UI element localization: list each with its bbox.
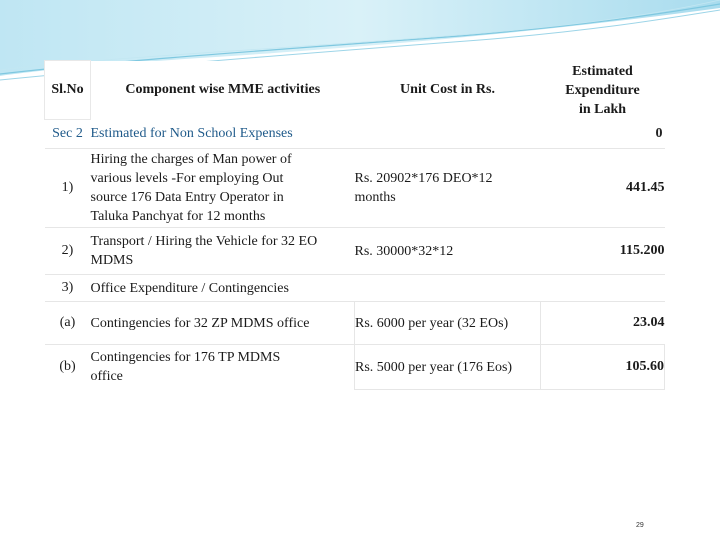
row-component-line: Contingencies for 32 ZP MDMS office [90, 315, 310, 331]
header-expenditure [541, 61, 665, 120]
header-unit-cost: Unit Cost in Rs. [355, 61, 541, 120]
section-amount: 0 [655, 125, 663, 141]
row-component [91, 345, 355, 390]
section-row [45, 120, 665, 149]
header-expenditure-line2: Expenditure [565, 82, 640, 98]
header-expenditure-line1: Estimated [572, 63, 633, 79]
page-number: 29 [636, 522, 644, 529]
row-amount: 441.45 [541, 149, 665, 228]
header-expenditure-line3: in Lakh [578, 101, 627, 117]
table-row [45, 302, 665, 345]
table-row [45, 275, 665, 302]
row-component-line: MDMS [90, 253, 134, 268]
row-sl: 2) [45, 228, 91, 275]
row-sl: (a) [45, 302, 91, 345]
header-sl-no: Sl.No [45, 61, 91, 120]
row-amount: 23.04 [541, 302, 665, 345]
row-sl: (b) [45, 345, 91, 390]
row-component [91, 228, 355, 275]
row-unit-line: Rs. 30000*32*12 [354, 243, 454, 259]
row-unit-line: Rs. 6000 per year (32 EOs) [355, 315, 509, 331]
section-title: Estimated for Non School Expenses [90, 126, 293, 142]
row-unit-cost [355, 345, 541, 390]
row-component-line: Taluka Panchyat for 12 months [90, 209, 266, 224]
row-component-line: source 176 Data Entry Operator in [90, 190, 284, 205]
row-amount [541, 275, 665, 302]
header-component: Component wise MME activities [91, 61, 355, 120]
row-component [91, 275, 355, 302]
row-unit-line: Rs. 20902*176 DEO*12 [354, 171, 493, 186]
row-unit-line: Rs. 5000 per year (176 Eos) [355, 359, 513, 375]
table-row [45, 228, 665, 275]
row-amount: 105.60 [541, 345, 665, 390]
row-component-line: Transport / Hiring the Vehicle for 32 EO [90, 234, 318, 249]
row-component-line: Hiring the charges of Man power of [90, 152, 292, 167]
table-row [45, 149, 665, 228]
row-component [91, 149, 355, 228]
section-number: Sec 2 [52, 126, 83, 141]
row-unit-cost [355, 149, 541, 228]
mme-activities-table [44, 60, 665, 390]
row-unit-cost [355, 275, 541, 302]
section-unit-empty [355, 120, 541, 149]
row-component-line: Contingencies for 176 TP MDMS [90, 350, 281, 366]
row-component [91, 302, 355, 345]
table-row [45, 345, 665, 390]
row-component-line: office [90, 369, 123, 385]
row-unit-cost [355, 228, 541, 275]
row-amount: 115.200 [541, 228, 665, 275]
row-unit-cost [355, 302, 541, 345]
table-header-row [45, 61, 665, 120]
row-sl: 1) [45, 149, 91, 228]
row-component-line: Office Expenditure / Contingencies [90, 280, 289, 296]
row-unit-line: months [354, 190, 396, 205]
row-sl: 3) [45, 275, 91, 302]
row-component-line: various levels -For employing Out [90, 171, 284, 186]
